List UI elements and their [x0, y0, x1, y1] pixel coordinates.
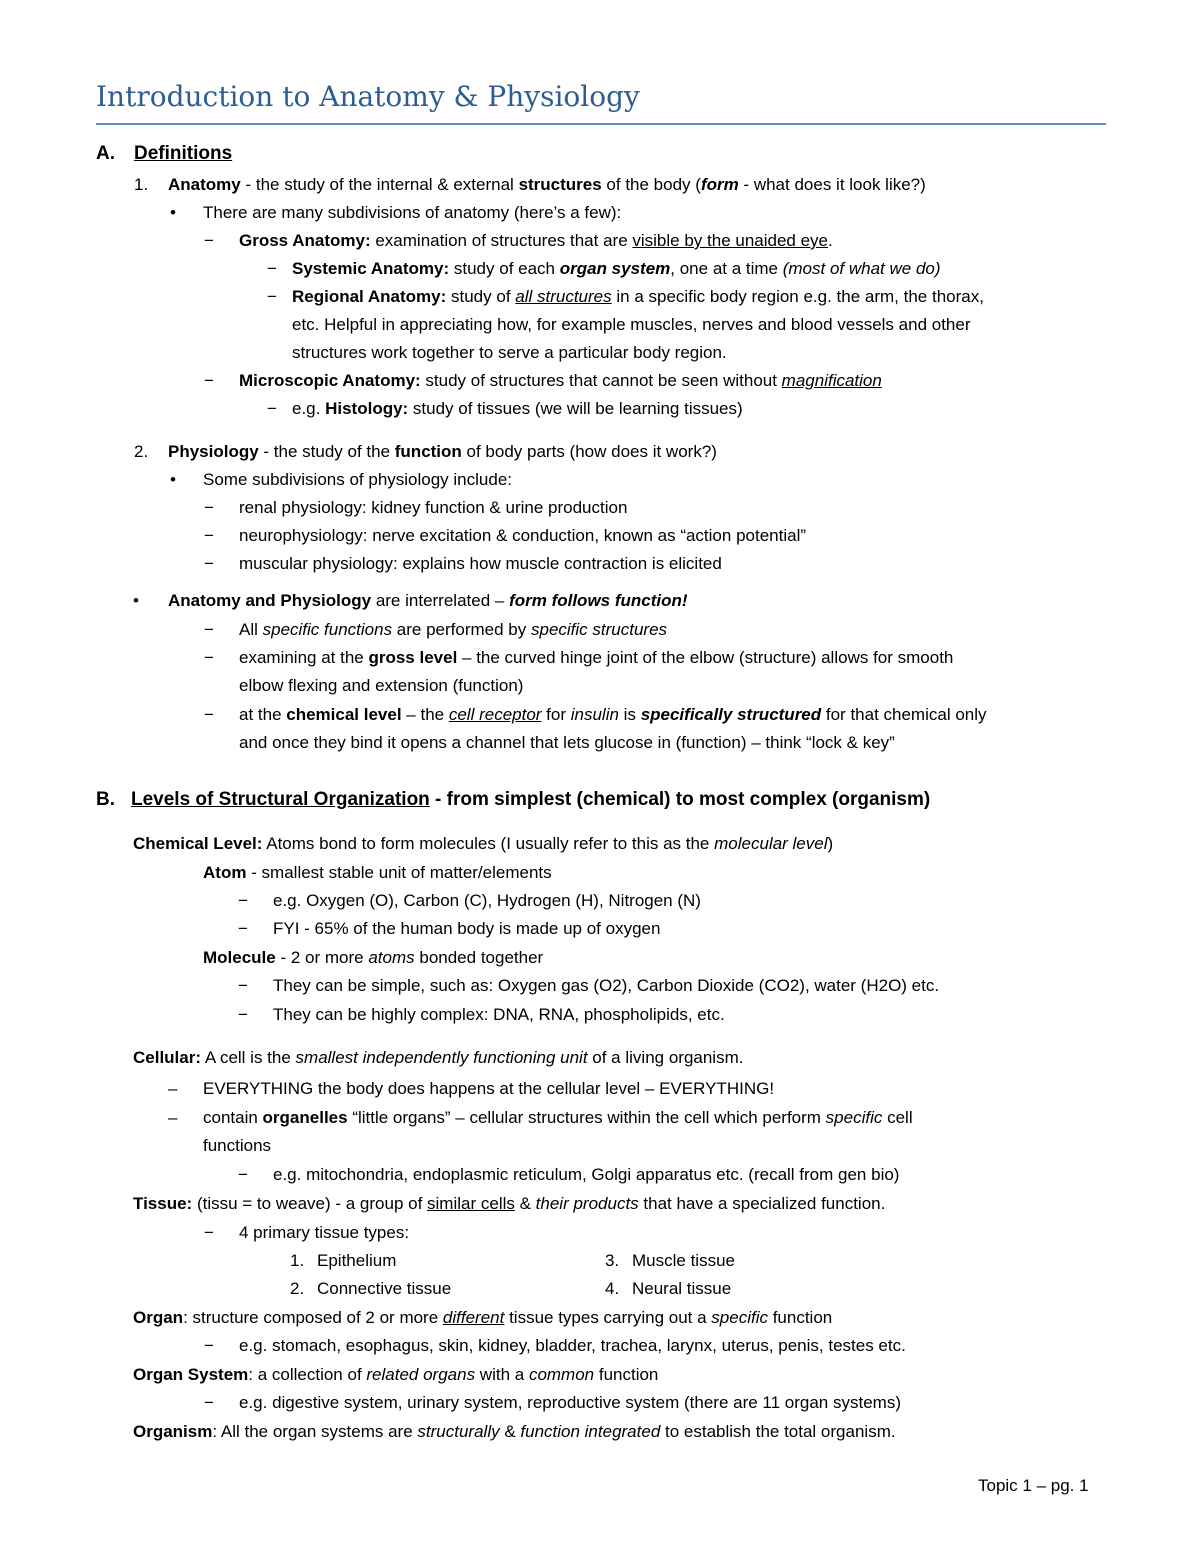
term: organelles: [262, 1108, 348, 1127]
page-footer: Topic 1 – pg. 1: [978, 1476, 1089, 1495]
list-item: structures work together to serve a particular body region.: [292, 343, 727, 362]
text: - 2 or more: [275, 948, 369, 967]
list-item: [203, 947, 543, 969]
text: – the curved hinge joint of the elbow (structure) allows for smooth: [457, 648, 954, 667]
bullet-dash: −: [238, 1005, 248, 1024]
term: Regional Anatomy:: [292, 287, 447, 306]
text: &: [499, 1422, 521, 1441]
text: is: [618, 705, 641, 724]
list-item: [239, 230, 833, 252]
text: Atoms bond to form molecules (I usually refer to this as the: [262, 834, 715, 853]
text: specific structures: [530, 620, 668, 639]
bullet-dash: −: [204, 1393, 214, 1412]
physiology-definition: [168, 441, 717, 463]
bullet-dash: −: [267, 287, 277, 306]
text: cell: [882, 1108, 913, 1127]
list-item: e.g. mitochondria, endoplasmic reticulum, Golgi apparatus etc. (recall from gen bio): [273, 1165, 900, 1184]
tissue-type: [605, 1278, 732, 1300]
tissue-num: 3.: [605, 1251, 620, 1270]
text: A cell is the: [201, 1048, 296, 1067]
text: are interrelated –: [371, 591, 510, 610]
list-item: functions: [203, 1136, 272, 1155]
bullet-dash: −: [267, 399, 277, 418]
list-item: [239, 619, 667, 641]
section-b-heading: [96, 789, 931, 811]
bullet-dash: −: [204, 648, 214, 667]
section-a-heading: [96, 143, 233, 165]
text: .: [828, 231, 833, 250]
text: contain: [203, 1108, 263, 1127]
bullet-dash: −: [238, 976, 248, 995]
bullet-dash: −: [204, 705, 214, 724]
list-num: 2.: [134, 442, 149, 461]
text: : structure composed of 2 or more: [183, 1308, 443, 1327]
text: magnification: [781, 371, 882, 390]
text: different: [442, 1308, 505, 1327]
list-item: [292, 398, 743, 420]
bullet-dash: –: [168, 1079, 178, 1098]
text: insulin: [570, 705, 619, 724]
tissue-name: Connective tissue: [317, 1279, 452, 1298]
text: atoms: [368, 948, 415, 967]
text: their products: [535, 1194, 639, 1213]
term: Organ System: [133, 1365, 249, 1384]
term: Anatomy and Physiology: [168, 591, 372, 610]
text: e.g.: [292, 399, 326, 418]
bullet-dash: −: [267, 259, 277, 278]
text: structurally: [417, 1422, 500, 1441]
section-heading-text: Levels of Structural Organization: [131, 789, 430, 810]
list-item: [133, 1421, 896, 1443]
text: common: [528, 1365, 595, 1384]
bullet-dash: −: [204, 1223, 214, 1242]
page-title: Introduction to Anatomy & Physiology: [96, 80, 640, 113]
list-item: [203, 862, 552, 884]
text: smallest independently functioning unit: [295, 1048, 588, 1067]
text: : a collection of: [248, 1365, 367, 1384]
text: (tissu = to weave) - a group of: [192, 1194, 428, 1213]
bullet-dash: −: [204, 554, 214, 573]
bullet-dash: –: [168, 1108, 178, 1127]
bullet-dot: •: [170, 203, 176, 222]
text: examining at the: [239, 648, 369, 667]
term: Atom: [203, 863, 247, 882]
text: similar cells: [427, 1194, 515, 1213]
list-item: renal physiology: kidney function & urine production: [239, 498, 628, 517]
text: visible by the unaided eye: [632, 231, 829, 250]
section-heading-text: Definitions: [134, 143, 233, 164]
list-item: [168, 590, 688, 612]
list-item: etc. Helpful in appreciating how, for example muscles, nerves and blood vessels and other: [292, 315, 971, 334]
term: Organ: [133, 1308, 184, 1327]
list-item: neurophysiology: nerve excitation & conduction, known as “action potential”: [239, 526, 807, 545]
text: “little organs” – cellular structures within the cell which perform: [347, 1108, 826, 1127]
bullet-dash: −: [238, 891, 248, 910]
list-num: 1.: [134, 175, 149, 194]
term: Tissue:: [133, 1194, 193, 1213]
list-item: Some subdivisions of physiology include:: [203, 470, 513, 489]
section-letter: A.: [96, 143, 115, 164]
text: function: [594, 1365, 659, 1384]
text: specific functions: [262, 620, 393, 639]
term: specifically structured: [640, 705, 822, 724]
list-item: e.g. digestive system, urinary system, reproductive system (there are 11 organ systems): [239, 1393, 901, 1412]
tissue-type: [605, 1250, 735, 1272]
bullet-dash: −: [204, 620, 214, 639]
bullet-dash: −: [204, 231, 214, 250]
list-item: 4 primary tissue types:: [239, 1223, 410, 1242]
list-item: e.g. Oxygen (O), Carbon (C), Hydrogen (H), Nitrogen (N): [273, 891, 701, 910]
text: of a living organism.: [587, 1048, 744, 1067]
bullet-dash: −: [238, 1165, 248, 1184]
text: - what does it look like?): [738, 175, 926, 194]
list-item: [203, 1107, 913, 1129]
tissue-num: 4.: [605, 1279, 620, 1298]
text: (most of what we do): [782, 259, 941, 278]
list-item: FYI - 65% of the human body is made up of oxygen: [273, 919, 661, 938]
term: organ system: [559, 259, 671, 278]
term: Anatomy: [168, 175, 241, 194]
text: related organs: [366, 1365, 476, 1384]
bullet-dot: •: [133, 591, 139, 610]
list-item: [292, 286, 984, 308]
tissue-num: 1.: [290, 1251, 305, 1270]
text: : All the organ systems are: [212, 1422, 418, 1441]
text: for: [541, 705, 571, 724]
bullet-dash: −: [238, 919, 248, 938]
text: ): [827, 834, 834, 853]
list-item: [239, 370, 882, 392]
text: with a: [475, 1365, 529, 1384]
text: molecular level: [714, 834, 828, 853]
text: function integrated: [520, 1422, 661, 1441]
text: that have a specialized function.: [638, 1194, 886, 1213]
list-item: [133, 1364, 658, 1386]
text: bonded together: [414, 948, 544, 967]
bullet-dash: −: [204, 498, 214, 517]
text: tissue types carrying out a: [504, 1308, 712, 1327]
text: for that chemical only: [821, 705, 987, 724]
tissue-num: 2.: [290, 1279, 305, 1298]
text: are performed by: [392, 620, 531, 639]
list-item: [292, 258, 941, 280]
list-item: elbow flexing and extension (function): [239, 676, 524, 695]
tissue-name: Neural tissue: [632, 1279, 732, 1298]
text: study of structures that cannot be seen without: [420, 371, 782, 390]
tissue-type: [290, 1250, 397, 1272]
tissue-type: [290, 1278, 452, 1300]
text: in a specific body region e.g. the arm, the thorax,: [611, 287, 984, 306]
list-item: There are many subdivisions of anatomy (here’s a few):: [203, 203, 622, 222]
term: Molecule: [203, 948, 276, 967]
term: Histology:: [325, 399, 409, 418]
list-item: [133, 1307, 832, 1329]
term: Chemical Level:: [133, 834, 263, 853]
text: specific: [825, 1108, 883, 1127]
term: Cellular:: [133, 1048, 202, 1067]
list-item: EVERYTHING the body does happens at the cellular level – EVERYTHING!: [203, 1079, 775, 1098]
text: to establish the total organism.: [660, 1422, 896, 1441]
term: Microscopic Anatomy:: [239, 371, 421, 390]
text: - the study of the internal & external: [240, 175, 519, 194]
text: all structures: [515, 287, 612, 306]
term: Gross Anatomy:: [239, 231, 371, 250]
term: Organism: [133, 1422, 213, 1441]
term: form follows function!: [509, 591, 688, 610]
section-heading-subtitle: - from simplest (chemical) to most complex (organism): [429, 789, 931, 810]
text: - the study of the: [258, 442, 395, 461]
text: function: [767, 1308, 833, 1327]
term: chemical level: [286, 705, 402, 724]
list-item: [133, 1193, 885, 1215]
text: study of: [446, 287, 516, 306]
text: &: [514, 1194, 536, 1213]
term: Physiology: [168, 442, 259, 461]
anatomy-definition: [168, 174, 926, 196]
list-item: They can be simple, such as: Oxygen gas (O2), Carbon Dioxide (CO2), water (H2O) etc.: [273, 976, 940, 995]
term: form: [700, 175, 739, 194]
tissue-name: Epithelium: [317, 1251, 397, 1270]
list-item: [239, 647, 953, 669]
bullet-dash: −: [204, 526, 214, 545]
bullet-dash: −: [204, 1336, 214, 1355]
title-divider: [96, 123, 1106, 125]
text: All: [239, 620, 263, 639]
term: function: [394, 442, 462, 461]
list-item: [133, 1047, 743, 1069]
text: study of each: [449, 259, 560, 278]
term: structures: [518, 175, 602, 194]
list-item: [239, 704, 987, 726]
text: , one at a time: [670, 259, 783, 278]
text: – the: [401, 705, 449, 724]
text: of body parts (how does it work?): [461, 442, 717, 461]
text: study of tissues (we will be learning tissues): [408, 399, 743, 418]
list-item: muscular physiology: explains how muscle contraction is elicited: [239, 554, 722, 573]
list-item: and once they bind it opens a channel that lets glucose in (function) – think “lock & key”: [239, 733, 895, 752]
bullet-dash: −: [204, 371, 214, 390]
text: cell receptor: [448, 705, 542, 724]
text: specific: [711, 1308, 768, 1327]
section-letter: B.: [96, 789, 115, 810]
text: examination of structures that are: [370, 231, 633, 250]
term: Systemic Anatomy:: [292, 259, 450, 278]
term: gross level: [368, 648, 458, 667]
tissue-name: Muscle tissue: [632, 1251, 735, 1270]
list-item: [133, 833, 833, 855]
text: - smallest stable unit of matter/elements: [246, 863, 552, 882]
bullet-dot: •: [170, 470, 176, 489]
list-item: They can be highly complex: DNA, RNA, phospholipids, etc.: [273, 1005, 725, 1024]
text: of the body (: [601, 175, 701, 194]
text: at the: [239, 705, 287, 724]
list-item: e.g. stomach, esophagus, skin, kidney, bladder, trachea, larynx, uterus, penis, testes etc.: [239, 1336, 906, 1355]
